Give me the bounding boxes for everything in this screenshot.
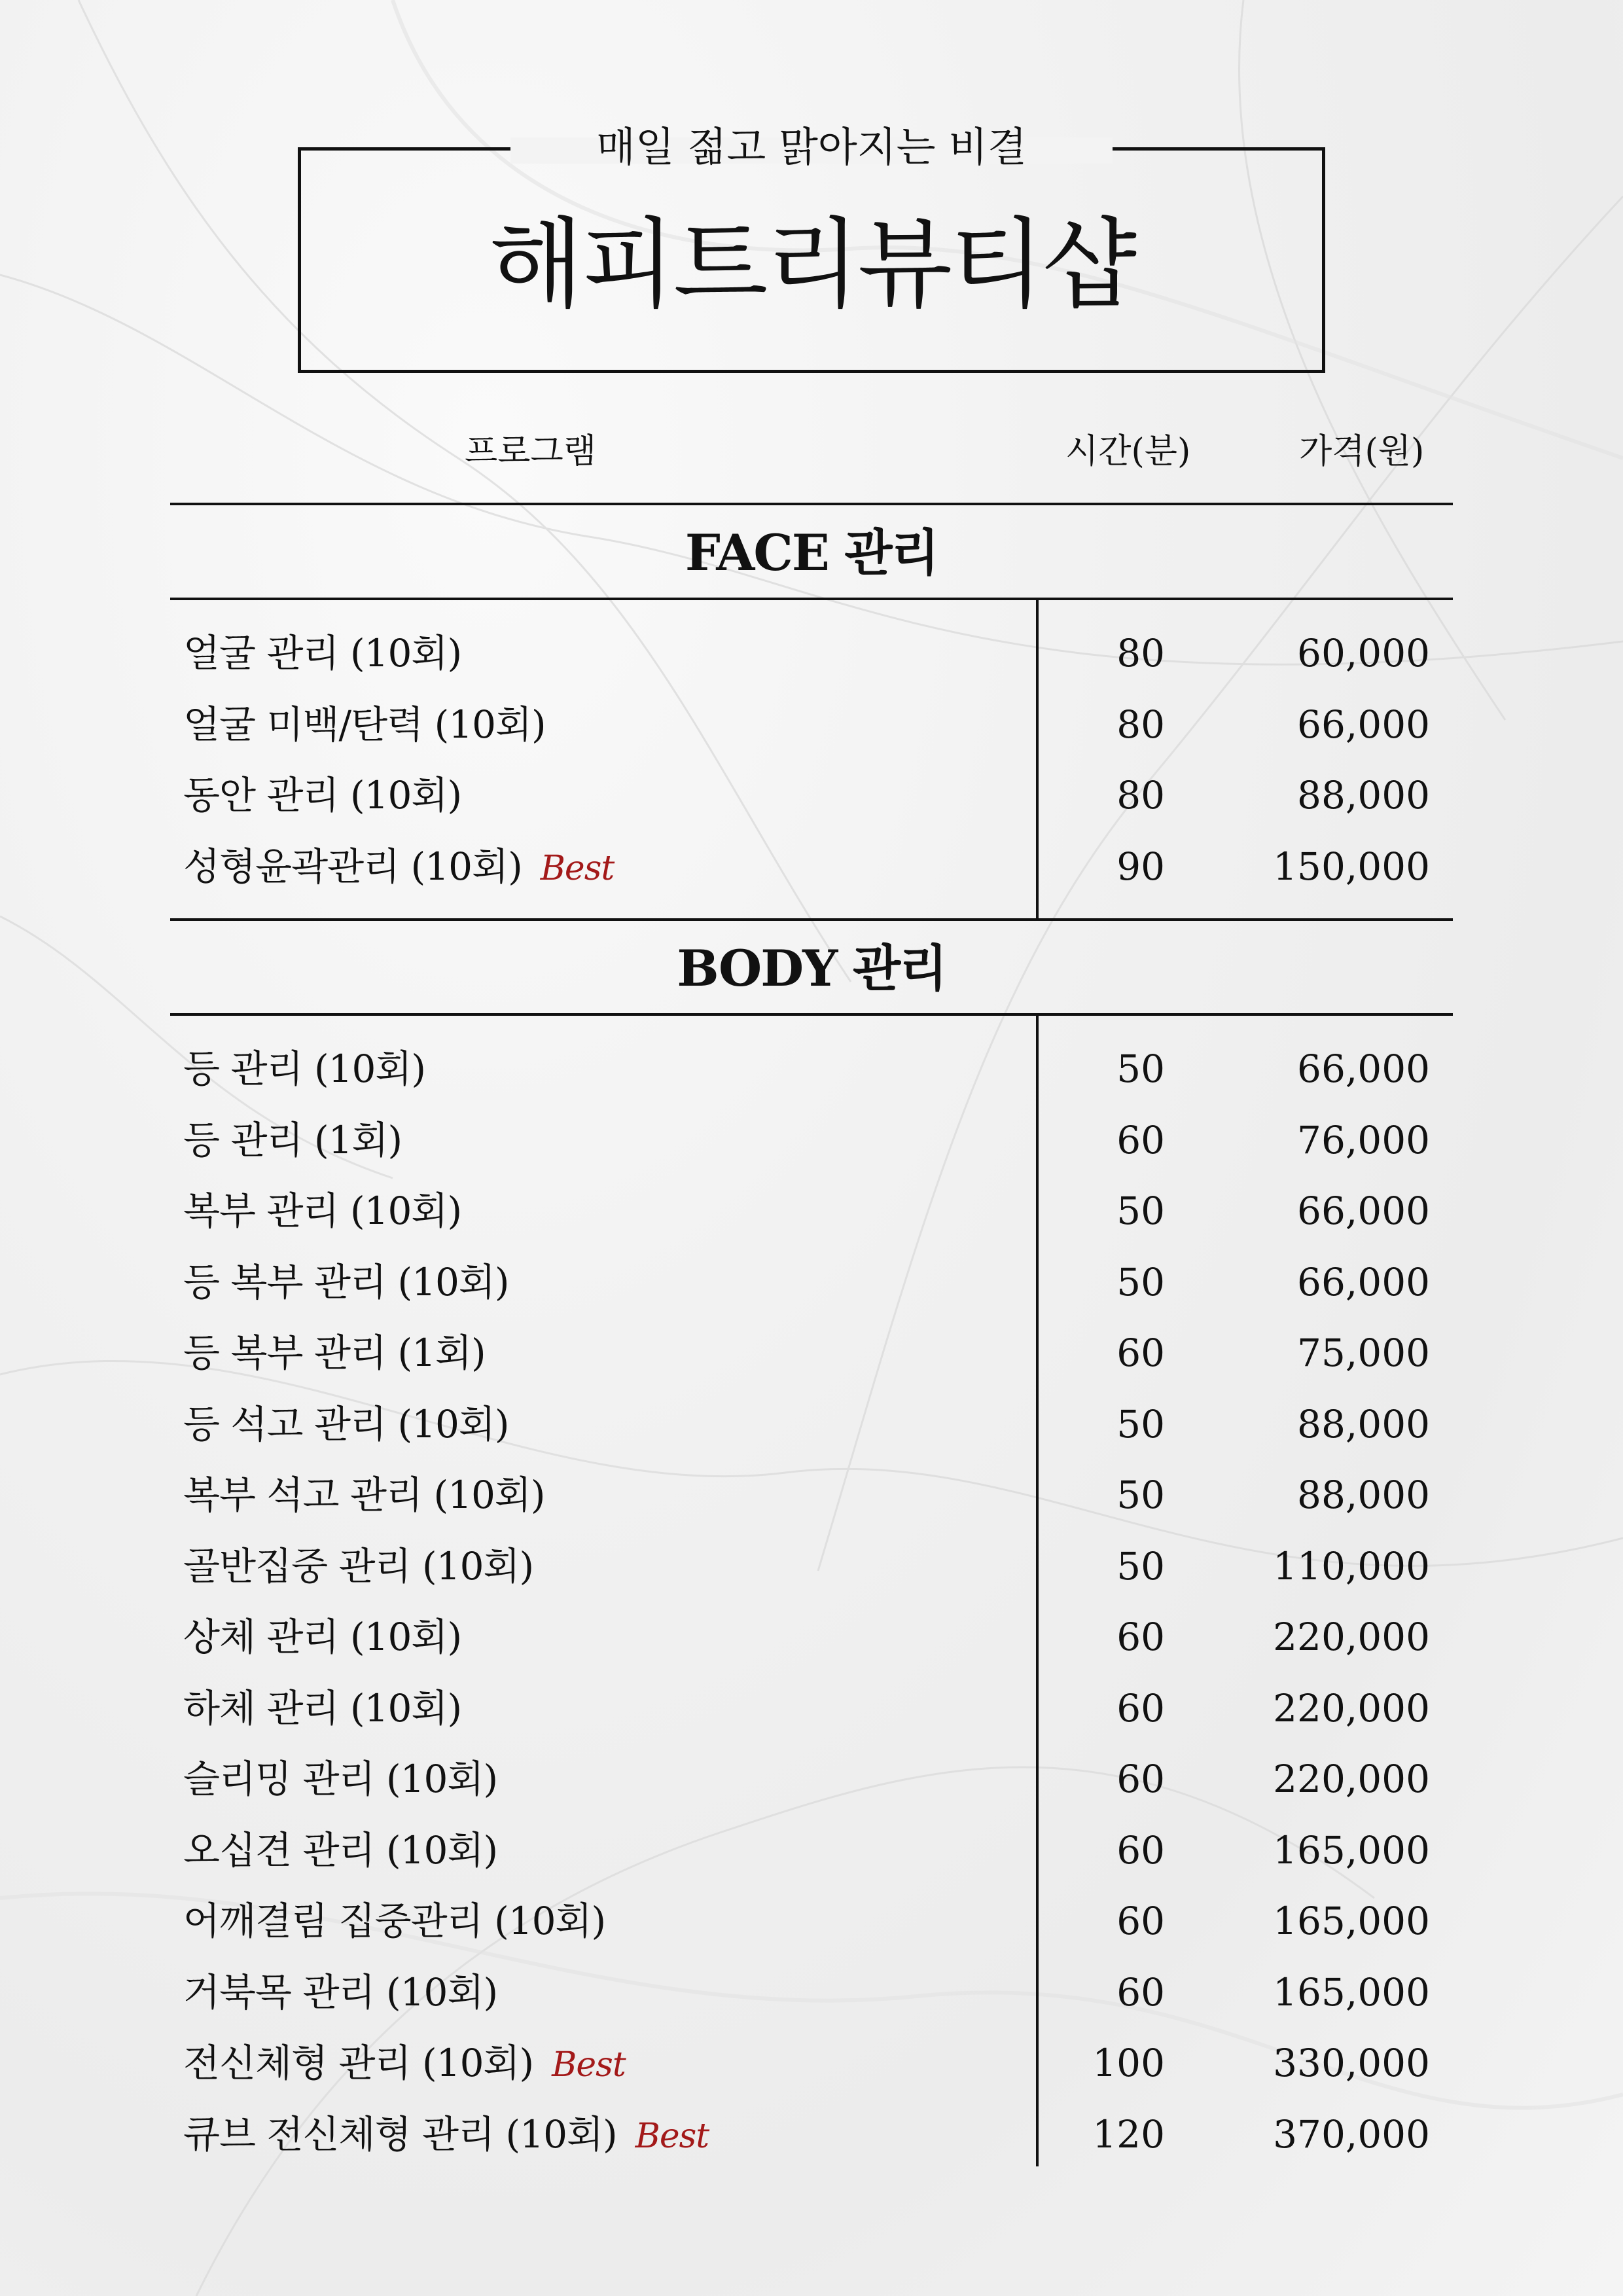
list-item: [0, 627, 1623, 698]
program-name: [183, 1327, 486, 1379]
duration: 100: [1092, 2041, 1165, 2085]
duration: 120: [1092, 2111, 1165, 2157]
program-name: [183, 1114, 402, 1166]
duration: 60: [1116, 1117, 1165, 1162]
list-item: [0, 840, 1623, 911]
list-item: [0, 1327, 1623, 1397]
program-name-text: 슬리밍 관리 (10회): [183, 1757, 498, 1801]
price: 66,000: [1297, 1047, 1430, 1091]
divider: [170, 598, 1453, 600]
price: 220,000: [1273, 1757, 1430, 1801]
column-program: 프로그램: [465, 432, 596, 471]
program-name: [183, 2037, 626, 2091]
program-name-text: 거북목 관리 (10회): [183, 1969, 498, 2015]
price: 165,000: [1273, 1827, 1430, 1873]
divider: [170, 918, 1453, 921]
duration: 60: [1116, 1685, 1165, 1731]
price: 165,000: [1273, 1899, 1430, 1943]
program-name: [183, 698, 546, 751]
program-name-text: 성형윤곽관리 (10회): [183, 844, 522, 889]
program-name-text: 등 관리 (10회): [183, 1047, 426, 1091]
list-item: [0, 1611, 1623, 1681]
duration: 50: [1116, 1047, 1165, 1091]
duration: 60: [1116, 1615, 1165, 1659]
duration: 90: [1116, 844, 1165, 889]
price: 76,000: [1297, 1117, 1430, 1162]
list-item: [0, 1753, 1623, 1823]
price: 60,000: [1297, 631, 1430, 675]
subtitle: 매일 젊고 맑아지는 비결: [596, 123, 1027, 171]
program-name-text: 얼굴 관리 (10회): [183, 631, 462, 675]
duration: 50: [1116, 1259, 1165, 1304]
list-item: [0, 1682, 1623, 1753]
program-name-text: 상체 관리 (10회): [183, 1615, 462, 1659]
program-name-text: 오십견 관리 (10회): [183, 1827, 498, 1873]
price: 165,000: [1273, 1969, 1430, 2015]
program-name: [183, 1753, 497, 1805]
program-name: [183, 769, 461, 821]
list-item: [0, 1540, 1623, 1611]
program-name-text: 동안 관리 (10회): [183, 773, 462, 817]
duration: 80: [1116, 773, 1165, 817]
program-name-text: 하체 관리 (10회): [183, 1685, 462, 1731]
program-name: [183, 2108, 709, 2162]
divider: [170, 1013, 1453, 1016]
program-name-text: 등 석고 관리 (10회): [183, 1401, 509, 1446]
column-time: 시간(분): [1065, 432, 1191, 471]
price: 370,000: [1273, 2111, 1430, 2157]
program-name: [183, 1469, 545, 1521]
list-item: [0, 698, 1623, 769]
duration: 60: [1116, 1827, 1165, 1873]
price: 66,000: [1297, 702, 1430, 747]
duration: 60: [1116, 1899, 1165, 1943]
program-name: [183, 627, 461, 679]
price: 88,000: [1297, 1473, 1430, 1517]
price: 66,000: [1297, 1189, 1430, 1233]
program-name: [183, 840, 614, 895]
program-name-text: 얼굴 미백/탄력 (10회): [183, 702, 546, 747]
price: 88,000: [1297, 773, 1430, 817]
duration: 50: [1116, 1189, 1165, 1233]
list-item: [0, 1966, 1623, 2037]
program-name: [183, 1824, 497, 1876]
list-item: [0, 2037, 1623, 2108]
program-name-text: 어깨결림 집중관리 (10회): [183, 1899, 606, 1943]
program-name: [183, 1256, 509, 1308]
program-name-text: 전신체형 관리 (10회): [183, 2041, 534, 2085]
list-item: [0, 769, 1623, 840]
price: 150,000: [1273, 844, 1430, 889]
program-name: [183, 1966, 497, 2018]
list-item: [0, 1043, 1623, 1113]
program-name: [183, 1682, 461, 1734]
price: 220,000: [1273, 1615, 1430, 1659]
price: 110,000: [1273, 1543, 1430, 1588]
program-name-text: 골반집중 관리 (10회): [183, 1543, 534, 1588]
price: 75,000: [1297, 1331, 1430, 1375]
list-item: [0, 1895, 1623, 1965]
program-name-text: 복부 관리 (10회): [183, 1189, 462, 1233]
body-section-title: BODY 관리: [677, 939, 946, 997]
duration: 60: [1116, 1969, 1165, 2015]
best-badge: Best: [635, 2116, 709, 2156]
best-badge: Best: [540, 848, 615, 888]
program-name-text: 등 관리 (1회): [183, 1117, 402, 1162]
program-name: [183, 1895, 605, 1947]
program-name-text: 등 복부 관리 (1회): [183, 1331, 486, 1375]
program-name: [183, 1398, 509, 1450]
program-name: [183, 1185, 461, 1237]
list-item: [0, 2108, 1623, 2179]
best-badge: Best: [552, 2045, 626, 2085]
price: 220,000: [1273, 1685, 1430, 1731]
price: 66,000: [1297, 1259, 1430, 1304]
program-name: [183, 1540, 533, 1592]
duration: 60: [1116, 1331, 1165, 1375]
program-name: [183, 1043, 425, 1095]
list-item: [0, 1398, 1623, 1469]
list-item: [0, 1824, 1623, 1895]
duration: 50: [1116, 1473, 1165, 1517]
price: 88,000: [1297, 1401, 1430, 1446]
duration: 60: [1116, 1757, 1165, 1801]
duration: 50: [1116, 1543, 1165, 1588]
face-section-title: FACE 관리: [685, 524, 938, 582]
list-item: [0, 1114, 1623, 1185]
program-name: [183, 1611, 461, 1663]
shop-title: 해피트리뷰티샵: [488, 208, 1135, 322]
duration: 80: [1116, 702, 1165, 747]
list-item: [0, 1256, 1623, 1327]
program-name-text: 등 복부 관리 (10회): [183, 1259, 509, 1304]
price: 330,000: [1273, 2041, 1430, 2085]
program-name-text: 큐브 전신체형 관리 (10회): [183, 2111, 617, 2157]
list-item: [0, 1185, 1623, 1255]
duration: 50: [1116, 1401, 1165, 1446]
list-item: [0, 1469, 1623, 1539]
column-price: 가격(원): [1299, 432, 1425, 471]
duration: 80: [1116, 631, 1165, 675]
program-name-text: 복부 석고 관리 (10회): [183, 1473, 545, 1517]
divider: [170, 503, 1453, 505]
